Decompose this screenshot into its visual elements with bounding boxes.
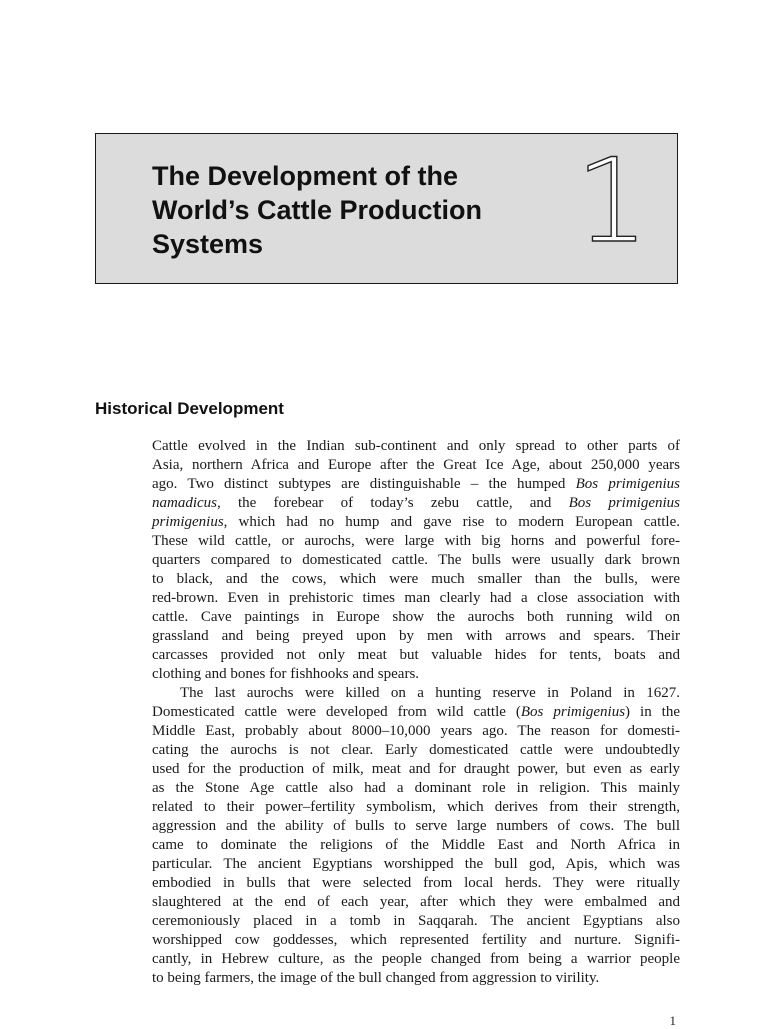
text-line: related to their power–fertility symbolism, which derives from their strength, bbox=[152, 799, 680, 815]
paragraph-2 bbox=[152, 684, 680, 988]
chapter-title-line-2: World’s Cattle Production bbox=[152, 195, 483, 225]
text-line: to black, and the cows, which were much smaller than the bulls, were bbox=[152, 571, 680, 587]
species-name: namadicus bbox=[152, 495, 217, 511]
text-line: quarters compared to domesticated cattle. The bulls were usually dark brown bbox=[152, 552, 680, 568]
text-line: particular. The ancient Egyptians worshipped the bull god, Apis, which was bbox=[152, 856, 680, 872]
chapter-number: 1 bbox=[575, 134, 649, 269]
text-line: ago. Two distinct subtypes are distinguishable – the humped Bos primigenius bbox=[152, 476, 680, 492]
text-line: clothing and bones for fishhooks and spears. bbox=[152, 666, 420, 682]
body-text bbox=[152, 437, 680, 988]
text-line: red-brown. Even in prehistoric times man clearly had a close association with bbox=[152, 590, 680, 606]
text-line: carcasses provided not only meat but valuable hides for tents, boats and bbox=[152, 647, 680, 663]
species-name: Bos primigenius bbox=[520, 704, 626, 720]
text-line: These wild cattle, or aurochs, were large with big horns and powerful fore- bbox=[152, 533, 680, 549]
text-line: aggression and the ability of bulls to serve large numbers of cows. The bull bbox=[152, 818, 680, 834]
paragraph-1 bbox=[152, 437, 680, 684]
text-line: slaughtered at the end of each year, after which they were embalmed and bbox=[152, 894, 680, 910]
text-line: cattle. Cave paintings in Europe show the aurochs both running wild on bbox=[152, 609, 680, 625]
text-line: as the Stone Age cattle also had a dominant role in religion. This mainly bbox=[152, 780, 680, 796]
text-line: The last aurochs were killed on a hunting reserve in Poland in 1627. bbox=[180, 685, 680, 701]
text-line: came to dominate the religions of the Middle East and North Africa in bbox=[152, 837, 680, 853]
text-line: Middle East, probably about 8000–10,000 years ago. The reason for domesti- bbox=[152, 723, 680, 739]
text-line: primigenius, which had no hump and gave rise to modern European cattle. bbox=[152, 514, 680, 530]
chapter-header-box bbox=[95, 133, 678, 284]
chapter-title-line-3: Systems bbox=[152, 229, 264, 259]
text-line: Asia, northern Africa and Europe after the Great Ice Age, about 250,000 years bbox=[152, 457, 680, 473]
text-line: used for the production of milk, meat and for draught power, but even as early bbox=[152, 761, 680, 777]
text-line: ceremoniously placed in a tomb in Saqqarah. The ancient Egyptians also bbox=[152, 913, 680, 929]
chapter-title-line-1: The Development of the bbox=[152, 161, 459, 191]
text-line: Cattle evolved in the Indian sub-continent and only spread to other parts of bbox=[152, 438, 680, 454]
species-name: Bos primigenius bbox=[568, 495, 681, 511]
text-line: grassland and being preyed upon by men with arrows and spears. Their bbox=[152, 628, 680, 644]
text-line: embodied in bulls that were selected from local herds. They were ritually bbox=[152, 875, 680, 891]
species-name: primigenius bbox=[152, 514, 224, 530]
text-line: cating the aurochs is not clear. Early domesticated cattle were undoubtedly bbox=[152, 742, 680, 758]
text-line: cantly, in Hebrew culture, as the people changed from being a warrior people bbox=[152, 951, 680, 967]
page-number: 1 bbox=[669, 1013, 676, 1028]
section-heading: Historical Development bbox=[95, 399, 284, 418]
text-line: worshipped cow goddesses, which represented fertility and nurture. Signifi- bbox=[152, 932, 680, 948]
text-line: namadicus, the forebear of today’s zebu cattle, and Bos primigenius bbox=[152, 495, 681, 511]
text-line: Domesticated cattle were developed from wild cattle (Bos primigenius) in the bbox=[152, 704, 680, 720]
text-line: to being farmers, the image of the bull changed from aggression to virility. bbox=[152, 970, 600, 986]
species-name: Bos primigenius bbox=[575, 476, 680, 492]
chapter-title bbox=[152, 159, 572, 261]
